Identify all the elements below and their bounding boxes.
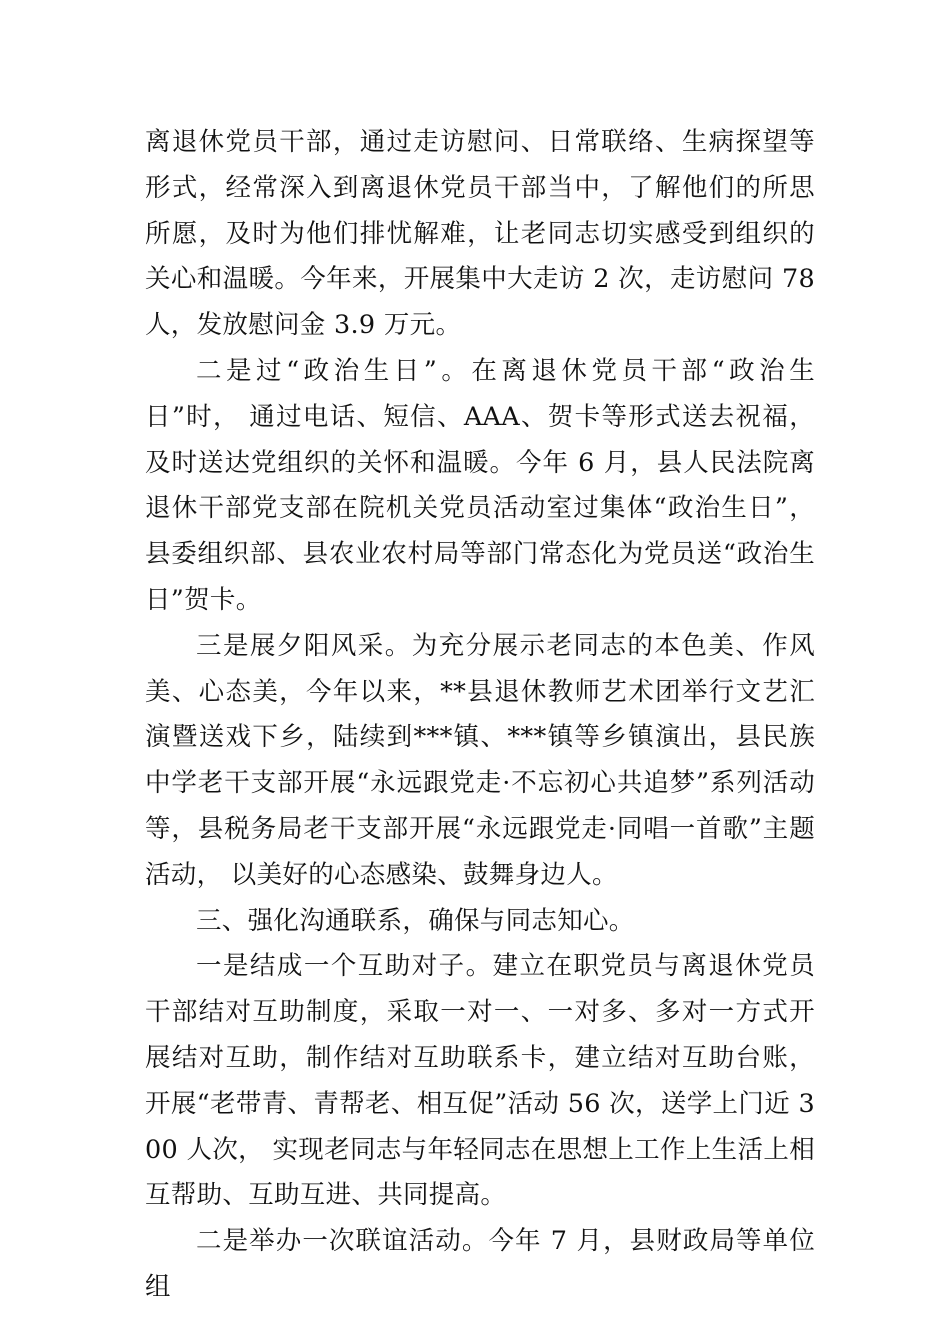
paragraph-political-birthday: 二是过“政治生日”。在离退休党员干部“政治生日”时， 通过电话、短信、AAA、贺卡等形式送去祝福，及时送达党组织的关怀和温暖。今年 6 月，县人民法院离退休干部党支部在院机关党员活动室过集体“政治生日”，县委组织部、县农业农村局等部门常态化为党员送“政治生日”贺卡。 xyxy=(145,355,815,615)
paragraph-sunset-style: 三是展夕阳风采。为充分展示老同志的本色美、作风美、心态美，今年以来，**县退休教师艺术团举行文艺汇演暨送戏下乡，陆续到***镇、***镇等乡镇演出，县民族中学老干支部开展“永远跟党走·不忘初心共追梦”系列活动等，县税务局老干支部开展“永远跟党走·同唱一首歌”主题活动， 以美好的心态感染、鼓舞身边人。 xyxy=(145,630,815,890)
paragraph-mutual-aid: 一是结成一个互助对子。建立在职党员与离退休党员干部结对互助制度，采取一对一、一对多、多对一方式开展结对互助，制作结对互助联系卡，建立结对互助台账，开展“老带青、青帮老、相互促”活动 56 次，送学上门近 300 人次， 实现老同志与年轻同志在思想上工作上生活上相互帮助、互助互进、共同提高。 xyxy=(145,951,815,1211)
paragraph-fellowship-activity: 二是举办一次联谊活动。今年 7 月，县财政局等单位组 xyxy=(145,1226,815,1302)
section-heading-communication: 三、强化沟通联系，确保与同志知心。 xyxy=(196,905,635,936)
paragraph-visits: 离退休党员干部，通过走访慰问、日常联络、生病探望等形式，经常深入到离退休党员干部当中，了解他们的所思所愿，及时为他们排忧解难，让老同志切实感受到组织的关心和温暖。今年来，开展集中大走访 2 次，走访慰问 78 人，发放慰问金 3.9 万元。 xyxy=(145,127,815,341)
document-body xyxy=(145,120,815,1311)
